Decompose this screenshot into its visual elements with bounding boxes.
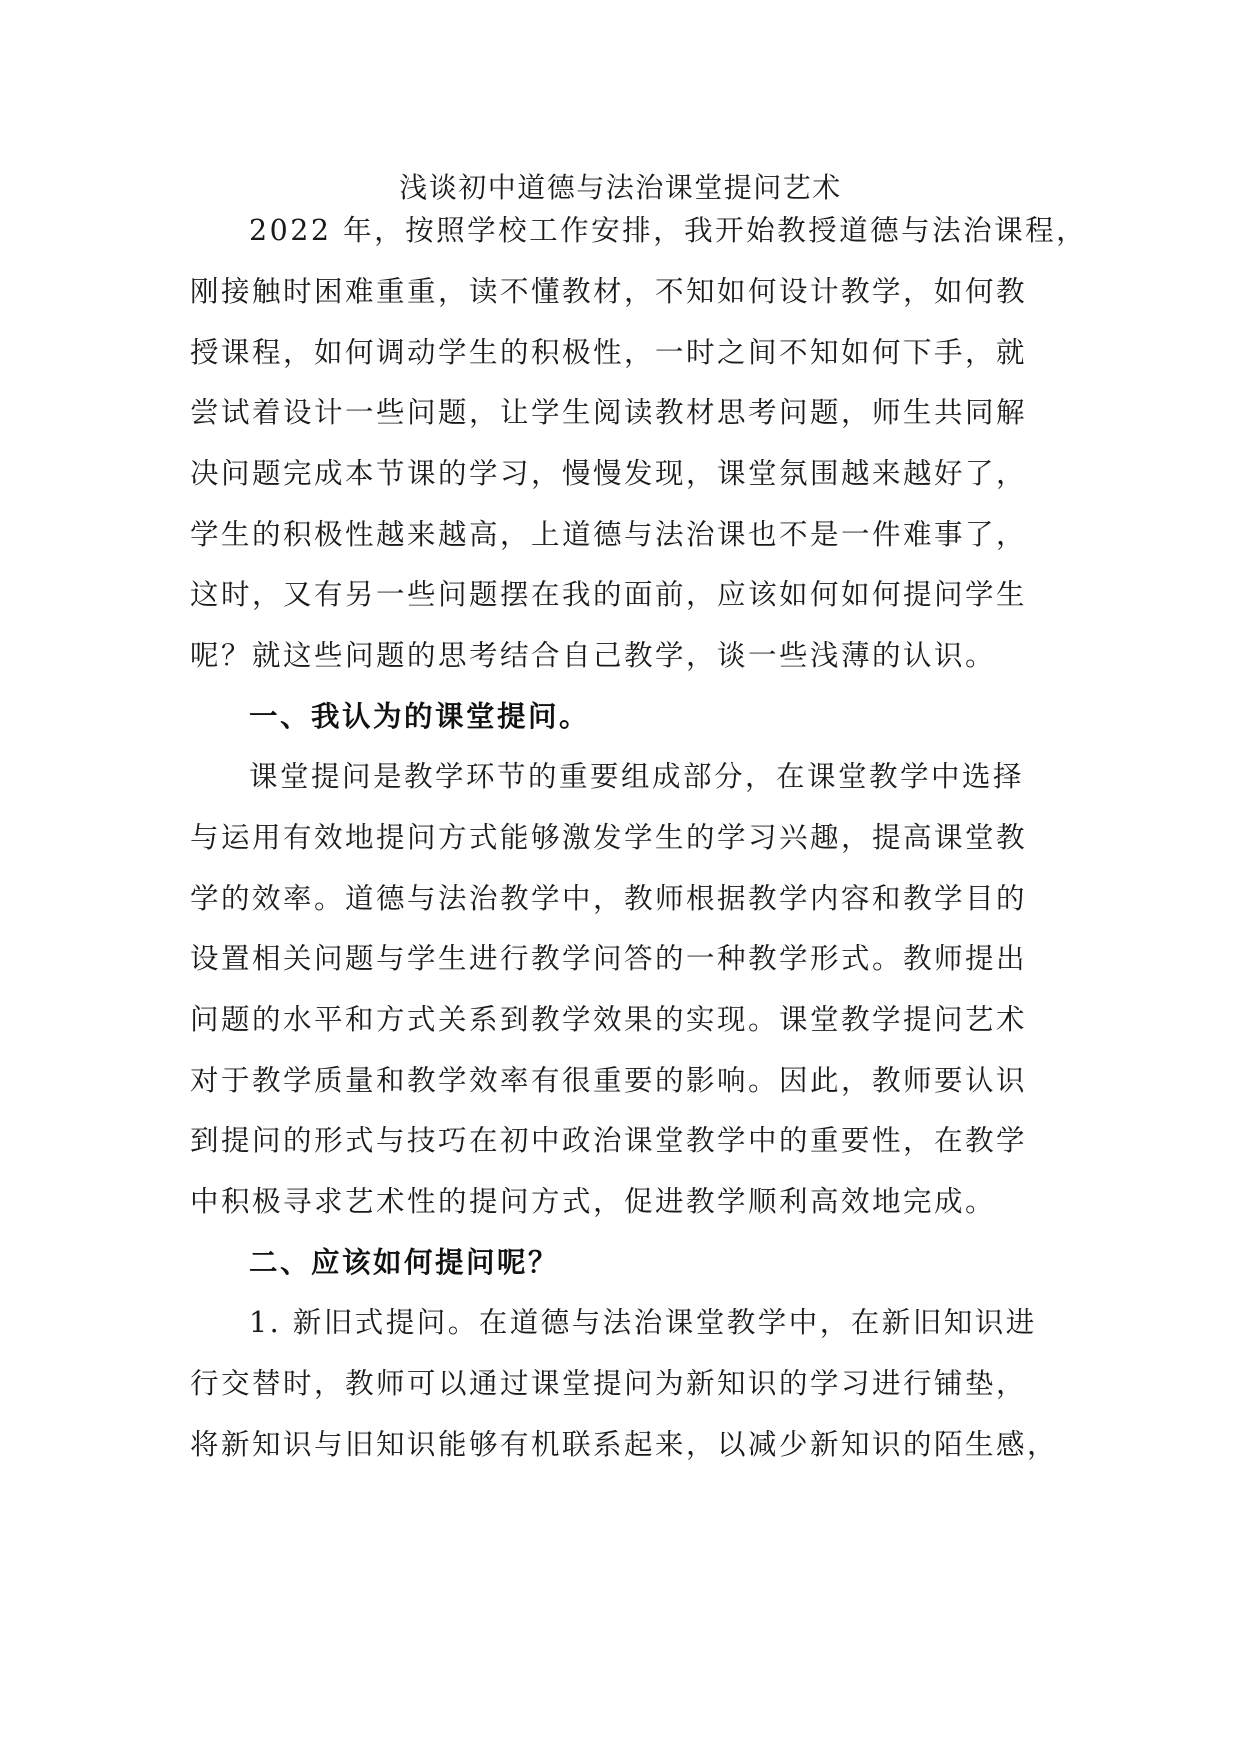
paragraph-line: 到提问的形式与技巧在初中政治课堂教学中的重要性，在教学 [190, 1124, 1028, 1157]
paragraph-line: 学生的积极性越来越高，上道德与法治课也不是一件难事了， [190, 518, 1028, 551]
paragraph-line: 课堂提问是教学环节的重要组成部分，在课堂教学中选择 [249, 760, 1025, 793]
paragraph-line: 刚接触时困难重重，读不懂教材，不知如何设计教学，如何教 [190, 275, 1028, 308]
document-title: 浅谈初中道德与法治课堂提问艺术 [399, 171, 842, 204]
paragraph-line: 决问题完成本节课的学习，慢慢发现，课堂氛围越来越好了， [190, 457, 1028, 490]
paragraph-line: 将新知识与旧知识能够有机联系起来，以减少新知识的陌生感， [190, 1428, 1059, 1461]
paragraph-line: 1. 新旧式提问。在道德与法治课堂教学中，在新旧知识进 [249, 1306, 1037, 1339]
paragraph-line: 授课程，如何调动学生的积极性，一时之间不知如何下手，就 [190, 336, 1028, 369]
section-heading-1: 一、我认为的课堂提问。 [249, 700, 591, 733]
paragraph-line: 行交替时，教师可以通过课堂提问为新知识的学习进行铺垫， [190, 1367, 1028, 1400]
paragraph-line: 呢？就这些问题的思考结合自己教学，谈一些浅薄的认识。 [190, 639, 997, 672]
paragraph-line: 对于教学质量和教学效率有很重要的影响。因此，教师要认识 [190, 1064, 1028, 1097]
paragraph-line: 学的效率。道德与法治教学中，教师根据教学内容和教学目的 [190, 882, 1028, 915]
section-heading-2: 二、应该如何提问呢？ [249, 1246, 560, 1279]
paragraph-line: 设置相关问题与学生进行教学问答的一种教学形式。教师提出 [190, 942, 1028, 975]
paragraph-line: 这时，又有另一些问题摆在我的面前，应该如何如何提问学生 [190, 578, 1028, 611]
paragraph-line: 中积极寻求艺术性的提问方式，促进教学顺利高效地完成。 [190, 1185, 997, 1218]
paragraph-line: 尝试着设计一些问题，让学生阅读教材思考问题，师生共同解 [190, 396, 1028, 429]
paragraph-line: 与运用有效地提问方式能够激发学生的学习兴趣，提高课堂教 [190, 821, 1028, 854]
paragraph-line: 2022 年，按照学校工作安排，我开始教授道德与法治课程， [249, 214, 1088, 247]
paragraph-line: 问题的水平和方式关系到教学效果的实现。课堂教学提问艺术 [190, 1003, 1028, 1036]
